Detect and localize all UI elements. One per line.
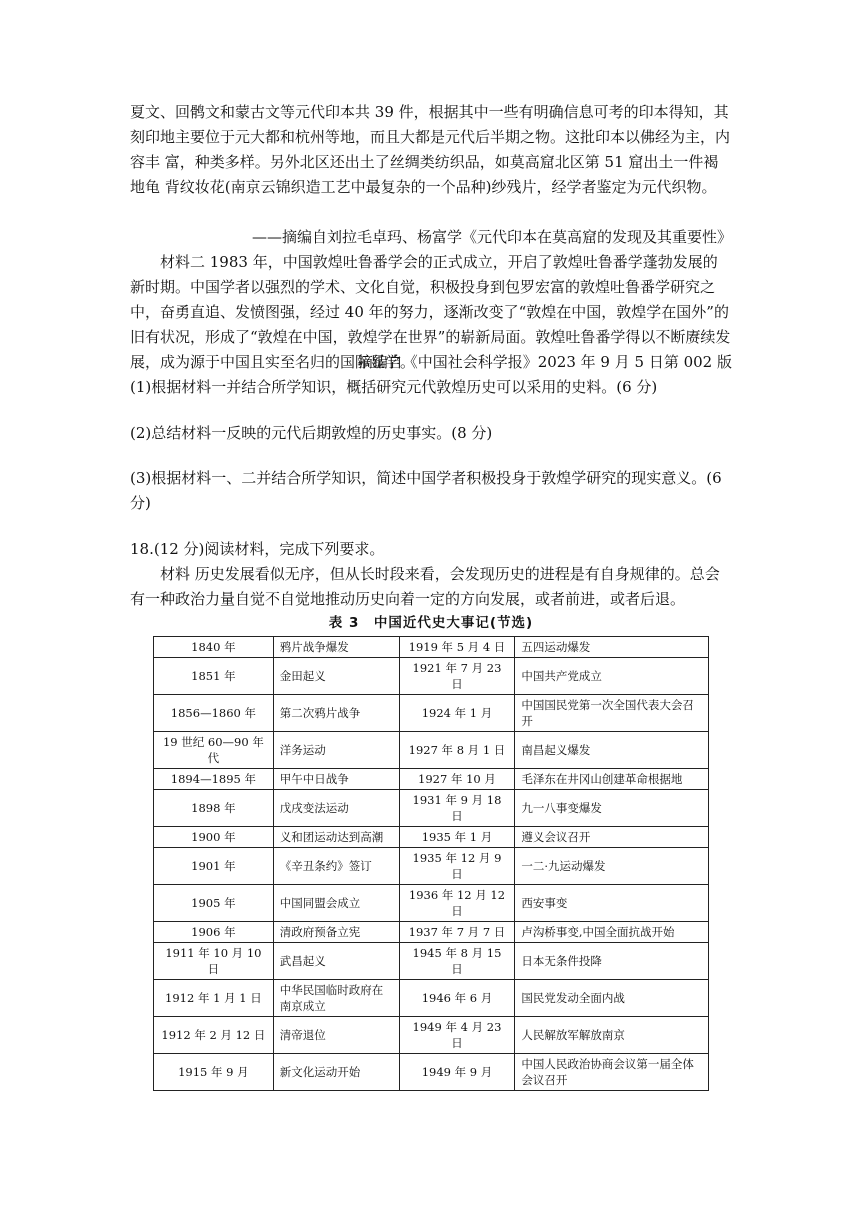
event-left: 新文化运动开始 <box>273 1054 399 1091</box>
event-date-left: 1911 年 10 月 10 日 <box>154 943 274 980</box>
event-right: 毛泽东在井冈山创建革命根据地 <box>515 769 709 790</box>
table-row <box>154 1017 709 1054</box>
event-date-left: 1901 年 <box>154 848 274 885</box>
event-date-left: 1912 年 2 月 12 日 <box>154 1017 274 1054</box>
event-date-right: 1935 年 1 月 <box>399 827 515 848</box>
event-left: 鸦片战争爆发 <box>273 637 399 658</box>
event-date-right: 1949 年 9 月 <box>399 1054 515 1091</box>
event-date-left: 1915 年 9 月 <box>154 1054 274 1091</box>
event-date-right: 1927 年 10 月 <box>399 769 515 790</box>
table-row <box>154 790 709 827</box>
question-3: (3)根据材料一、二并结合所学知识，简述中国学者积极投身于敦煌学研究的现实意义。(6 分) <box>130 469 722 512</box>
event-right: 卢沟桥事变,中国全面抗战开始 <box>515 922 709 943</box>
material2-source: 摘编自《中国社会科学报》2023 年 9 月 5 日第 002 版 <box>357 353 732 371</box>
event-right: 国民党发动全面内战 <box>515 980 709 1017</box>
event-right: 一二·九运动爆发 <box>515 848 709 885</box>
question-1: (1)根据材料一并结合所学知识，概括研究元代敦煌历史可以采用的史料。(6 分) <box>130 378 658 396</box>
event-left: 洋务运动 <box>273 732 399 769</box>
table-row <box>154 885 709 922</box>
question-18-material: 材料 历史发展看似无序，但从长时段来看，会发现历史的进程是有自身规律的。总会有一种政治力量自觉不自觉地推动历史向着一定的方向发展，或者前进，或者后退。 <box>130 565 720 608</box>
table-row <box>154 1054 709 1091</box>
event-right: 西安事变 <box>515 885 709 922</box>
event-right: 南昌起义爆发 <box>515 732 709 769</box>
table-row <box>154 827 709 848</box>
table-row <box>154 769 709 790</box>
event-date-right: 1946 年 6 月 <box>399 980 515 1017</box>
event-date-left: 1894—1895 年 <box>154 769 274 790</box>
table-row <box>154 695 709 732</box>
table-row <box>154 922 709 943</box>
events-table <box>153 636 709 1091</box>
event-date-left: 1851 年 <box>154 658 274 695</box>
material1-source: ——摘编自刘拉毛卓玛、杨富学《元代印本在莫高窟的发现及其重要性》 <box>251 228 732 246</box>
event-date-right: 1937 年 7 月 7 日 <box>399 922 515 943</box>
event-date-right: 1945 年 8 月 15 日 <box>399 943 515 980</box>
event-right: 中国人民政治协商会议第一届全体会议召开 <box>515 1054 709 1091</box>
table-row <box>154 848 709 885</box>
material2-text: 材料二 1983 年，中国敦煌吐鲁番学会的正式成立，开启了敦煌吐鲁番学蓬勃发展的新时期。中国学者以强烈的学术、文化自觉，积极投身到包罗宏富的敦煌吐鲁番学研究之中，奋勇直追、发愤图强，经过 40 年的努力，逐渐改变了“敦煌在中国，敦煌学在国外”的旧有状况，形成了“敦煌在中国，敦煌学在世界”的崭新局面。敦煌吐鲁番学得以不断赓续发展，成为源于中国且实至名归的国际显学。 <box>130 253 731 371</box>
event-date-left: 1912 年 1 月 1 日 <box>154 980 274 1017</box>
event-date-right: 1935 年 12 月 9 日 <box>399 848 515 885</box>
event-right: 遵义会议召开 <box>515 827 709 848</box>
event-left: 清帝退位 <box>273 1017 399 1054</box>
event-right: 九一八事变爆发 <box>515 790 709 827</box>
event-left: 金田起义 <box>273 658 399 695</box>
event-right: 中国共产党成立 <box>515 658 709 695</box>
event-date-left: 1906 年 <box>154 922 274 943</box>
event-left: 清政府预备立宪 <box>273 922 399 943</box>
table-row <box>154 637 709 658</box>
table-row <box>154 658 709 695</box>
material1-continued-text: 夏文、回鹘文和蒙古文等元代印本共 39 件，根据其中一些有明确信息可考的印本得知，其刻印地主要位于元大都和杭州等地，而且大都是元代后半期之物。这批印本以佛经为主，内容丰 富，种类多样。另外北区还出土了丝绸类纺织品，如莫高窟北区第 51 窟出土一件褐地龟 背纹妆花(南京云锦织造工艺中最复杂的一个品种)纱残片，经学者鉴定为元代织物。 <box>130 103 731 196</box>
event-left: 中国同盟会成立 <box>273 885 399 922</box>
event-date-right: 1927 年 8 月 1 日 <box>399 732 515 769</box>
event-date-left: 1898 年 <box>154 790 274 827</box>
event-right: 五四运动爆发 <box>515 637 709 658</box>
event-date-left: 1856—1860 年 <box>154 695 274 732</box>
question-18-heading: 18.(12 分)阅读材料，完成下列要求。 <box>130 540 385 558</box>
event-right: 人民解放军解放南京 <box>515 1017 709 1054</box>
event-date-right: 1931 年 9 月 18 日 <box>399 790 515 827</box>
table-row <box>154 980 709 1017</box>
event-date-right: 1924 年 1 月 <box>399 695 515 732</box>
question-2: (2)总结材料一反映的元代后期敦煌的历史事实。(8 分) <box>130 424 493 442</box>
event-left: 武昌起义 <box>273 943 399 980</box>
event-right: 日本无条件投降 <box>515 943 709 980</box>
table-row <box>154 943 709 980</box>
event-date-right: 1921 年 7 月 23 日 <box>399 658 515 695</box>
table-title: 表 3 中国近代史大事记(节选) <box>328 615 534 631</box>
event-right: 中国国民党第一次全国代表大会召开 <box>515 695 709 732</box>
event-date-left: 1905 年 <box>154 885 274 922</box>
event-left: 戊戌变法运动 <box>273 790 399 827</box>
event-left: 《辛丑条约》签订 <box>273 848 399 885</box>
event-date-left: 1840 年 <box>154 637 274 658</box>
event-date-right: 1936 年 12 月 12 日 <box>399 885 515 922</box>
table-row <box>154 732 709 769</box>
event-left: 中华民国临时政府在南京成立 <box>273 980 399 1017</box>
event-left: 义和团运动达到高潮 <box>273 827 399 848</box>
event-date-right: 1949 年 4 月 23 日 <box>399 1017 515 1054</box>
event-left: 甲午中日战争 <box>273 769 399 790</box>
event-date-left: 19 世纪 60—90 年代 <box>154 732 274 769</box>
event-date-left: 1900 年 <box>154 827 274 848</box>
event-left: 第二次鸦片战争 <box>273 695 399 732</box>
event-date-right: 1919 年 5 月 4 日 <box>399 637 515 658</box>
